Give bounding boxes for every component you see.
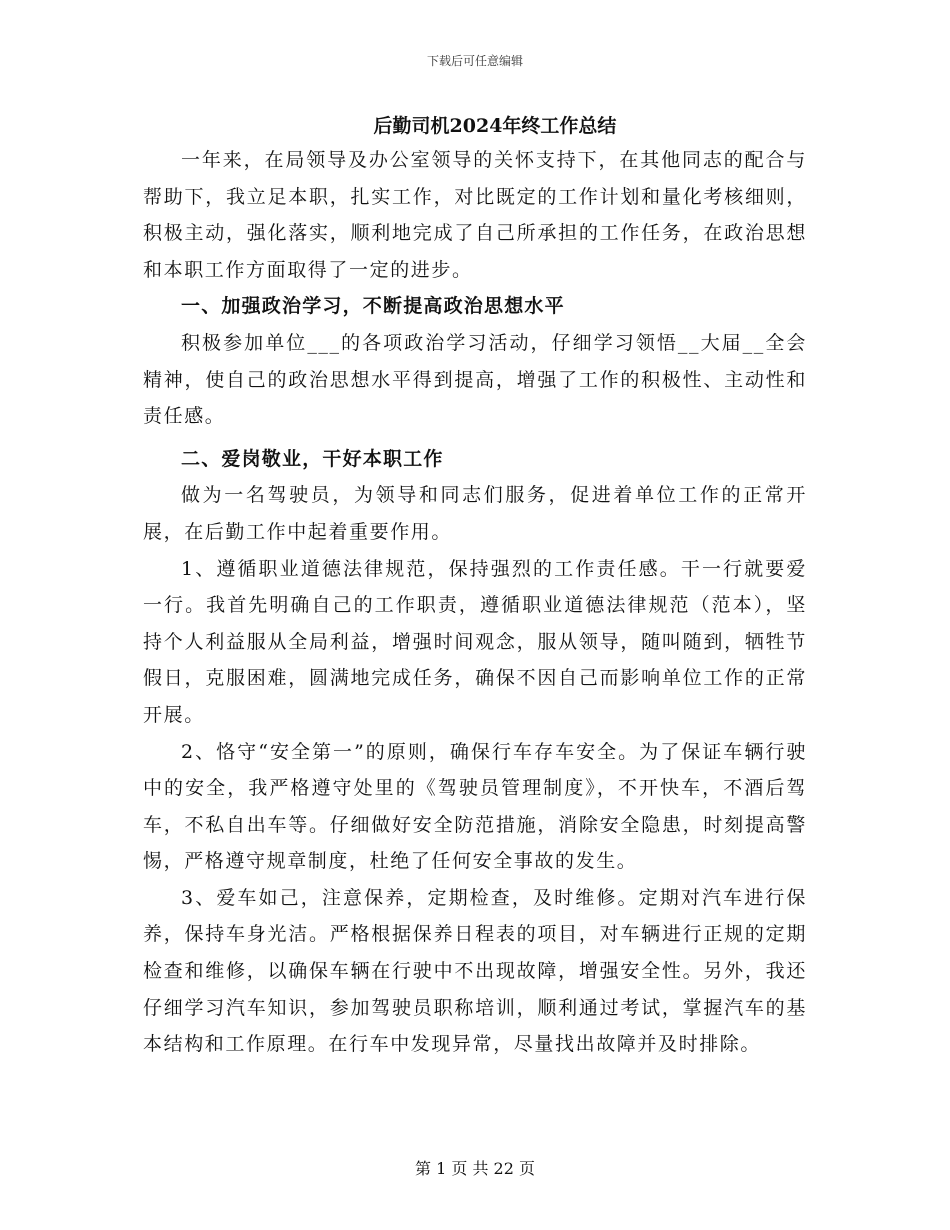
section-2-paragraph: 做为一名驾驶员，为领导和同志们服务，促进着单位工作的正常开展，在后勤工作中起着重要作用。 [143, 484, 807, 543]
section-1-paragraph: 积极参加单位___的各项政治学习活动，仔细学习领悟__大届__全会精神，使自己的政治思想水平得到提高，增强了工作的积极性、主动性和责任感。 [143, 331, 807, 428]
list-item-2: 2、恪守“安全第一”的原则，确保行车存车安全。为了保证车辆行驶中的安全，我严格遵守处里的《驾驶员管理制度》，不开快车，不酒后驾车，不私自出车等。仔细做好安全防范措施，消除安全隐患，时刻提高警惕，严格遵守规章制度，杜绝了任何安全事故的发生。 [143, 740, 807, 873]
list-item-1: 1、遵循职业道德法律规范，保持强烈的工作责任感。干一行就要爱一行。我首先明确自己的工作职责，遵循职业道德法律规范（范本），坚持个人利益服从全局利益，增强时间观念，服从领导，随叫随到，牺牲节假日，克服困难，圆满地完成任务，确保不因自己而影响单位工作的正常开展。 [143, 557, 807, 726]
section-heading-1: 一、加强政治学习，不断提高政治思想水平 [181, 295, 565, 318]
intro-paragraph: 一年来，在局领导及办公室领导的关怀支持下，在其他同志的配合与帮助下，我立足本职，扎实工作，对比既定的工作计划和量化考核细则，积极主动，强化落实，顺利地完成了自己所承担的工作任务，在政治思想和本职工作方面取得了一定的进步。 [143, 149, 807, 281]
page-footer: 第 1 页 共 22 页 [415, 1159, 535, 1178]
document-title: 后勤司机2024年终工作总结 [373, 115, 617, 137]
section-heading-2: 二、爱岗敬业，干好本职工作 [181, 447, 444, 470]
header-note: 下载后可任意编辑 [426, 54, 523, 68]
document-body [143, 112, 807, 1063]
list-item-3: 3、爱车如己，注意保养，定期检查，及时维修。定期对汽车进行保养，保持车身光洁。严格根据保养日程表的项目，对车辆进行正规的定期检查和维修，以确保车辆在行驶中不出现故障，增强安全性。另外，我还仔细学习汽车知识，参加驾驶员职称培训，顺利通过考试，掌握汽车的基本结构和工作原理。在行车中发现异常，尽量找出故障并及时排除。 [143, 886, 807, 1056]
